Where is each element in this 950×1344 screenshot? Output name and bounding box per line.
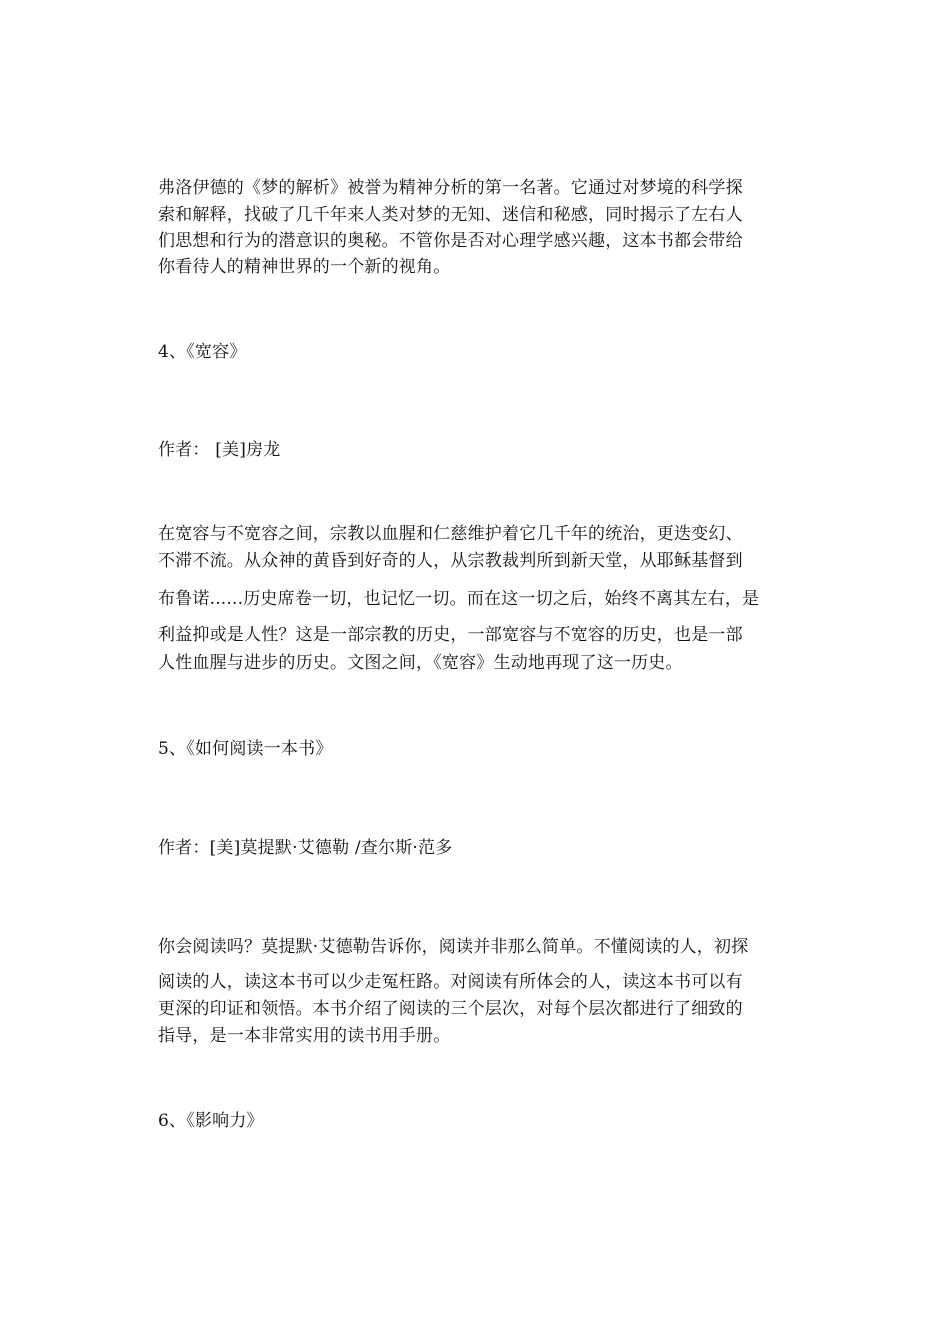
paragraph-line: 们思想和行为的潜意识的奥秘。不管你是否对心理学感兴趣，这本书都会带给 (158, 231, 743, 251)
book-heading-5: 5、《如何阅读一本书》 (158, 739, 333, 759)
paragraph-line: 更深的印证和领悟。本书介绍了阅读的三个层次，对每个层次都进行了细致的 (158, 999, 743, 1019)
paragraph-line: 利益抑或是人性？这是一部宗教的历史，一部宽容与不宽容的历史，也是一部 (158, 625, 743, 645)
book-author-4: 作者： [美]房龙 (158, 440, 281, 460)
paragraph-line: 索和解释，找破了几千年来人类对梦的无知、迷信和秘感，同时揭示了左右人 (158, 205, 743, 225)
paragraph-line: 你看待人的精神世界的一个新的视角。 (158, 257, 451, 277)
paragraph-line: 指导，是一本非常实用的读书用手册。 (158, 1026, 451, 1046)
paragraph-line: 弗洛伊德的《梦的解析》被誉为精神分析的第一名著。它通过对梦境的科学探 (158, 178, 743, 198)
paragraph-line: 你会阅读吗？莫提默·艾德勒告诉你，阅读并非那么简单。不懂阅读的人，初探 (158, 937, 749, 957)
paragraph-line: 在宽容与不宽容之间，宗教以血腥和仁慈维护着它几千年的统治，更迭变幻、 (158, 524, 743, 544)
book-author-5: 作者：[美]莫提默·艾德勒 /查尔斯·范多 (158, 838, 453, 858)
paragraph-line: 布鲁诺......历史席卷一切，也记忆一切。而在这一切之后，始终不离其左右，是 (158, 589, 760, 609)
paragraph-line: 不滞不流。从众神的黄昏到好奇的人，从宗教裁判所到新天堂，从耶稣基督到 (158, 551, 743, 571)
paragraph-line: 阅读的人，读这本书可以少走冤枉路。对阅读有所体会的人，读这本书可以有 (158, 972, 743, 992)
book-heading-6: 6、《影响力》 (158, 1111, 264, 1131)
book-heading-4: 4、《宽容》 (158, 342, 247, 362)
paragraph-line: 人性血腥与进步的历史。文图之间，《宽容》生动地再现了这一历史。 (158, 653, 683, 673)
